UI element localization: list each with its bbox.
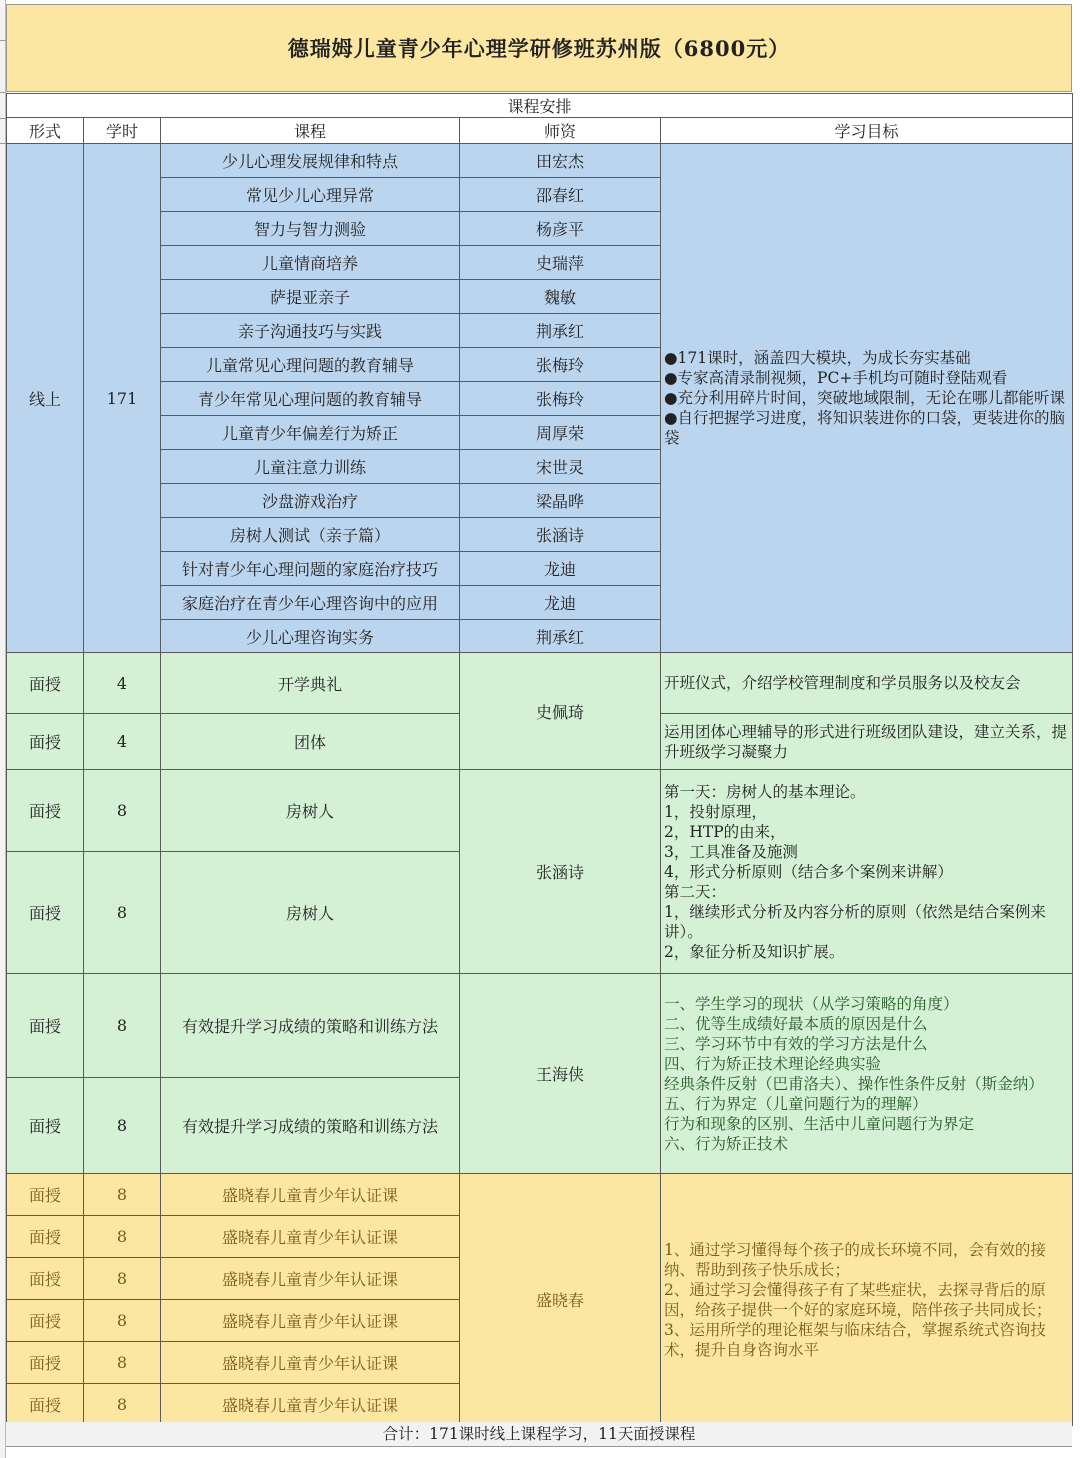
form-cell: 面授 <box>7 770 84 852</box>
course-cell: 沙盘游戏治疗 <box>161 484 460 518</box>
course-cell: 房树人 <box>161 770 460 852</box>
course-cell: 青少年常见心理问题的教育辅导 <box>161 382 460 416</box>
course-cell: 盛晓春儿童青少年认证课 <box>161 1258 460 1300</box>
course-cell: 房树人 <box>161 852 460 974</box>
form-cell: 面授 <box>7 653 84 714</box>
table-row <box>7 974 1073 1078</box>
course-cell: 团体 <box>161 714 460 770</box>
teacher-cell: 张涵诗 <box>460 518 661 552</box>
goal-line: 3，工具准备及施测 <box>664 842 798 861</box>
goal-line: 第一天：房树人的基本理论。 <box>664 782 866 801</box>
teacher-cell: 荆承红 <box>460 620 661 653</box>
teacher-cell: 史佩琦 <box>460 653 661 770</box>
course-cell: 儿童注意力训练 <box>161 450 460 484</box>
learning-goal <box>661 144 1073 653</box>
goal-line: 2、通过学习会懂得孩子有了某些症状，去探寻背后的原因，给孩子提供一个好的家庭环境，陪伴孩子共同成长； <box>664 1280 1052 1319</box>
course-cell: 有效提升学习成绩的策略和训练方法 <box>161 974 460 1078</box>
hours-cell: 8 <box>84 1300 161 1342</box>
goal-line: 2，象征分析及知识扩展。 <box>664 942 845 961</box>
header-teacher: 师资 <box>460 118 661 144</box>
course-cell: 智力与智力测验 <box>161 212 460 246</box>
hours-cell: 8 <box>84 1216 161 1258</box>
course-cell: 针对青少年心理问题的家庭治疗技巧 <box>161 552 460 586</box>
hours-cell: 8 <box>84 770 161 852</box>
course-cell: 有效提升学习成绩的策略和训练方法 <box>161 1078 460 1174</box>
teacher-cell: 邵春红 <box>460 178 661 212</box>
course-cell: 开学典礼 <box>161 653 460 714</box>
teacher-cell: 田宏杰 <box>460 144 661 178</box>
teacher-cell: 荆承红 <box>460 314 661 348</box>
course-cell: 盛晓春儿童青少年认证课 <box>161 1342 460 1384</box>
course-cell: 房树人测试（亲子篇） <box>161 518 460 552</box>
hours-cell: 8 <box>84 1258 161 1300</box>
course-cell: 盛晓春儿童青少年认证课 <box>161 1174 460 1216</box>
form-cell: 面授 <box>7 974 84 1078</box>
teacher-cell: 龙迪 <box>460 586 661 620</box>
teacher-cell: 龙迪 <box>460 552 661 586</box>
header-hours: 学时 <box>84 118 161 144</box>
teacher-cell: 梁晶晔 <box>460 484 661 518</box>
goal-line: ●171课时，涵盖四大模块，为成长夯实基础 <box>664 349 971 367</box>
course-cell: 少儿心理发展规律和特点 <box>161 144 460 178</box>
course-cell: 萨提亚亲子 <box>161 280 460 314</box>
teacher-cell: 周厚荣 <box>460 416 661 450</box>
form-cell: 面授 <box>7 1216 84 1258</box>
teacher-cell: 魏敏 <box>460 280 661 314</box>
goal-line: ●专家高清录制视频，PC+手机均可随时登陆观看 <box>664 369 1008 387</box>
teacher-cell: 史瑞萍 <box>460 246 661 280</box>
hours-cell: 4 <box>84 653 161 714</box>
table-row <box>7 1174 1073 1216</box>
course-cell: 家庭治疗在青少年心理咨询中的应用 <box>161 586 460 620</box>
course-cell: 儿童青少年偏差行为矫正 <box>161 416 460 450</box>
header-goal: 学习目标 <box>661 118 1073 144</box>
teacher-cell: 盛晓春 <box>460 1174 661 1426</box>
goal-line: ●充分利用碎片时间，突破地域限制，无论在哪儿都能听课 <box>664 389 1066 407</box>
hours-cell: 8 <box>84 1384 161 1426</box>
goal-line: 二、优等生成绩好最本质的原因是什么 <box>664 1014 928 1033</box>
course-cell: 亲子沟通技巧与实践 <box>161 314 460 348</box>
course-cell: 少儿心理咨询实务 <box>161 620 460 653</box>
hours-cell: 8 <box>84 1078 161 1174</box>
goal-line: 五、行为界定（儿童问题行为的理解） <box>664 1094 928 1113</box>
hours-cell: 8 <box>84 852 161 974</box>
goal-line: 3、运用所学的理论框架与临床结合，掌握系统式咨询技术，提升自身咨询水平 <box>664 1320 1046 1359</box>
teacher-cell: 王海侠 <box>460 974 661 1174</box>
course-cell: 盛晓春儿童青少年认证课 <box>161 1300 460 1342</box>
table-row <box>7 144 1073 178</box>
goal-line: 四、行为矫正技术理论经典实验 <box>664 1054 882 1073</box>
form-cell: 面授 <box>7 1258 84 1300</box>
hours-cell: 4 <box>84 714 161 770</box>
learning-goal <box>661 1174 1073 1426</box>
form-cell: 面授 <box>7 1078 84 1174</box>
teacher-cell: 宋世灵 <box>460 450 661 484</box>
form-cell: 面授 <box>7 1174 84 1216</box>
goal-line: 经典条件反射（巴甫洛夫）、操作性条件反射（斯金纳） <box>664 1074 1044 1093</box>
form-cell: 线上 <box>7 144 84 653</box>
hours-cell: 8 <box>84 974 161 1078</box>
hours-cell: 8 <box>84 1342 161 1384</box>
goal-line: 一、学生学习的现状（从学习策略的角度） <box>664 994 959 1013</box>
course-cell: 盛晓春儿童青少年认证课 <box>161 1216 460 1258</box>
course-cell: 儿童情商培养 <box>161 246 460 280</box>
learning-goal <box>661 974 1073 1174</box>
teacher-cell: 杨彦平 <box>460 212 661 246</box>
teacher-cell: 张涵诗 <box>460 770 661 974</box>
form-cell: 面授 <box>7 1342 84 1384</box>
schedule-table <box>6 93 1073 1426</box>
goal-line: 4，形式分析原则（结合多个案例来讲解） <box>664 862 953 881</box>
form-cell: 面授 <box>7 714 84 770</box>
section-title: 课程安排 <box>7 94 1073 118</box>
course-cell: 盛晓春儿童青少年认证课 <box>161 1384 460 1426</box>
learning-goal: 开班仪式，介绍学校管理制度和学员服务以及校友会 <box>661 653 1073 714</box>
hours-cell: 171 <box>84 144 161 653</box>
goal-line: 第二天： <box>664 882 727 901</box>
course-cell: 儿童常见心理问题的教育辅导 <box>161 348 460 382</box>
goal-line: 1，继续形式分析及内容分析的原则（依然是结合案例来讲）。 <box>664 902 1046 941</box>
goal-line: 六、行为矫正技术 <box>664 1134 789 1153</box>
header-course: 课程 <box>161 118 460 144</box>
course-cell: 常见少儿心理异常 <box>161 178 460 212</box>
goal-line: 行为和现象的区别、生活中儿童问题行为界定 <box>664 1114 975 1133</box>
goal-line: 1，投射原理， <box>664 802 767 821</box>
page-title: 德瑞姆儿童青少年心理学研修班苏州版（6800元） <box>6 4 1072 92</box>
learning-goal <box>661 770 1073 974</box>
form-cell: 面授 <box>7 1300 84 1342</box>
header-form: 形式 <box>7 118 84 144</box>
summary-footer: 合计：171课时线上课程学习，11天面授课程 <box>6 1422 1072 1447</box>
teacher-cell: 张梅玲 <box>460 348 661 382</box>
goal-line: 1、通过学习懂得每个孩子的成长环境不同，会有效的接纳、帮助到孩子快乐成长； <box>664 1240 1046 1279</box>
learning-goal: 运用团体心理辅导的形式进行班级团队建设，建立关系，提升班级学习凝聚力 <box>661 714 1073 770</box>
teacher-cell: 张梅玲 <box>460 382 661 416</box>
form-cell: 面授 <box>7 852 84 974</box>
table-row <box>7 653 1073 714</box>
goal-line: ●自行把握学习进度，将知识装进你的口袋，更装进你的脑袋 <box>664 409 1066 447</box>
table-row <box>7 770 1073 852</box>
goal-line: 三、学习环节中有效的学习方法是什么 <box>664 1034 928 1053</box>
goal-line: 2，HTP的由来， <box>664 822 786 841</box>
hours-cell: 8 <box>84 1174 161 1216</box>
form-cell: 面授 <box>7 1384 84 1426</box>
